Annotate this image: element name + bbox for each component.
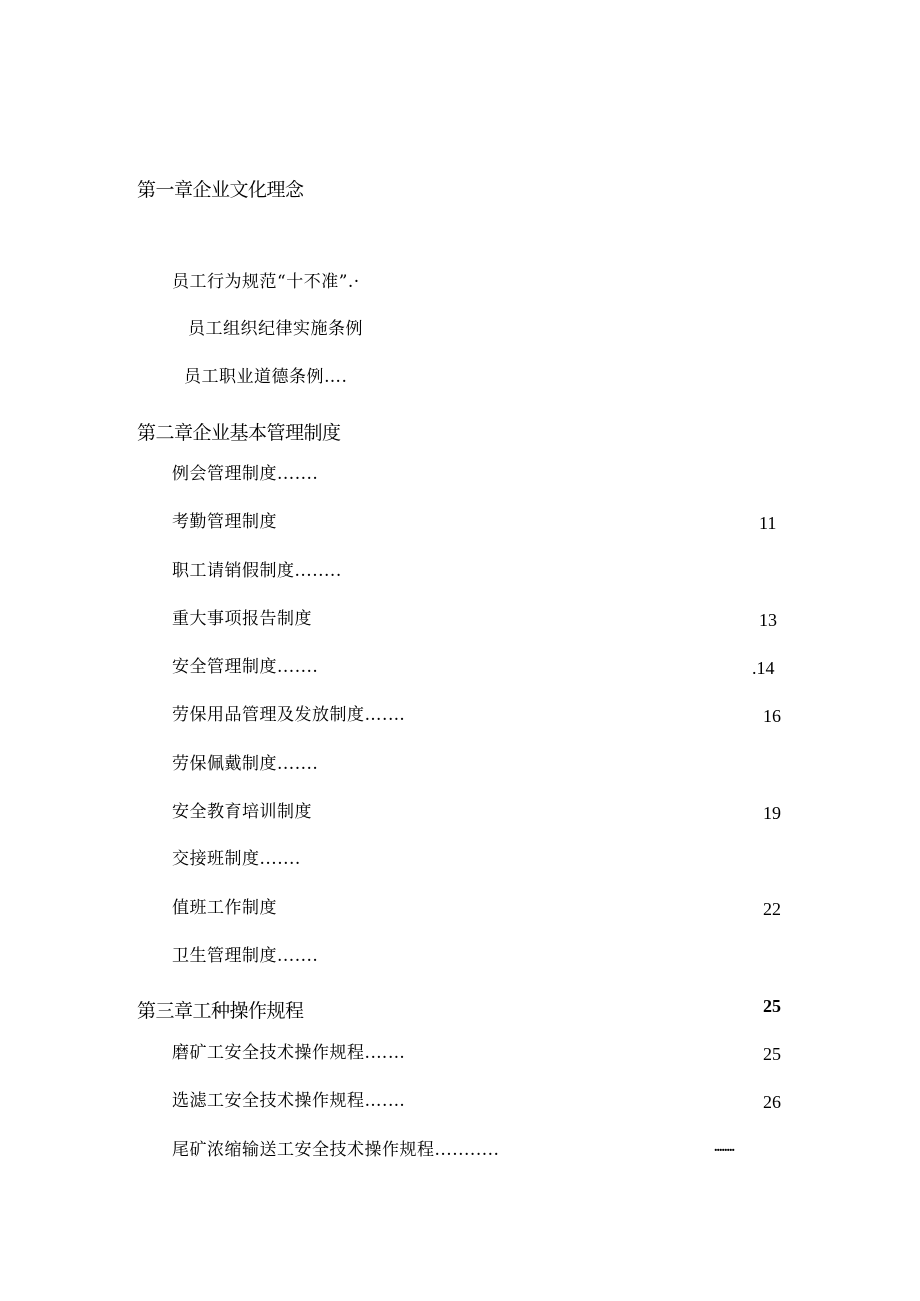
toc-page-tailings: ........ — [714, 1140, 734, 1155]
toc-entry-ppe-wearing: 劳保佩戴制度....... — [172, 754, 319, 774]
toc-entry-shift-handover: 交接班制度....... — [172, 849, 301, 869]
toc-entry-hygiene: 卫生管理制度....... — [172, 946, 319, 966]
toc-page-safety: .14 — [752, 658, 775, 678]
toc-entry-tailings: 尾矿浓缩输送工安全技术操作规程........... — [172, 1140, 500, 1160]
chapter-2-title: 第二章企业基本管理制度 — [137, 422, 341, 444]
toc-entry-meeting: 例会管理制度....... — [172, 464, 319, 484]
toc-entry-safety-training: 安全教育培训制度 — [172, 802, 312, 822]
toc-entry-attendance: 考勤管理制度 — [172, 512, 277, 532]
toc-page-grinding: 25 — [763, 1044, 781, 1064]
toc-entry-staff-conduct: 员工行为规范“十不准”.· — [172, 272, 360, 292]
toc-entry-discipline: 员工组织纪律实施条例 — [188, 319, 363, 339]
toc-entry-leave: 职工请销假制度........ — [172, 561, 342, 581]
toc-page-safety-training: 19 — [763, 803, 781, 823]
chapter-3-title: 第三章工种操作规程 — [137, 1000, 304, 1022]
toc-entry-duty-work: 值班工作制度 — [172, 898, 277, 918]
toc-page-major-report: 13 — [759, 610, 777, 630]
chapter-1-title: 第一章企业文化理念 — [137, 179, 304, 201]
chapter-3-page: 25 — [763, 996, 781, 1016]
toc-entry-safety: 安全管理制度....... — [172, 657, 319, 677]
toc-page-duty-work: 22 — [763, 899, 781, 919]
toc-page-filtering: 26 — [763, 1092, 781, 1112]
toc-entry-filtering: 选滤工安全技术操作规程….… — [172, 1091, 406, 1111]
toc-entry-grinding: 磨矿工安全技术操作规程.…… — [172, 1043, 406, 1063]
toc-page-attendance: 11 — [759, 513, 777, 533]
toc-entry-ethics: 员工职业道德条例…. — [184, 367, 348, 387]
toc-page-ppe-management: 16 — [763, 706, 781, 726]
toc-entry-ppe-management: 劳保用品管理及发放制度….… — [172, 705, 406, 725]
toc-entry-major-report: 重大事项报告制度 — [172, 609, 312, 629]
